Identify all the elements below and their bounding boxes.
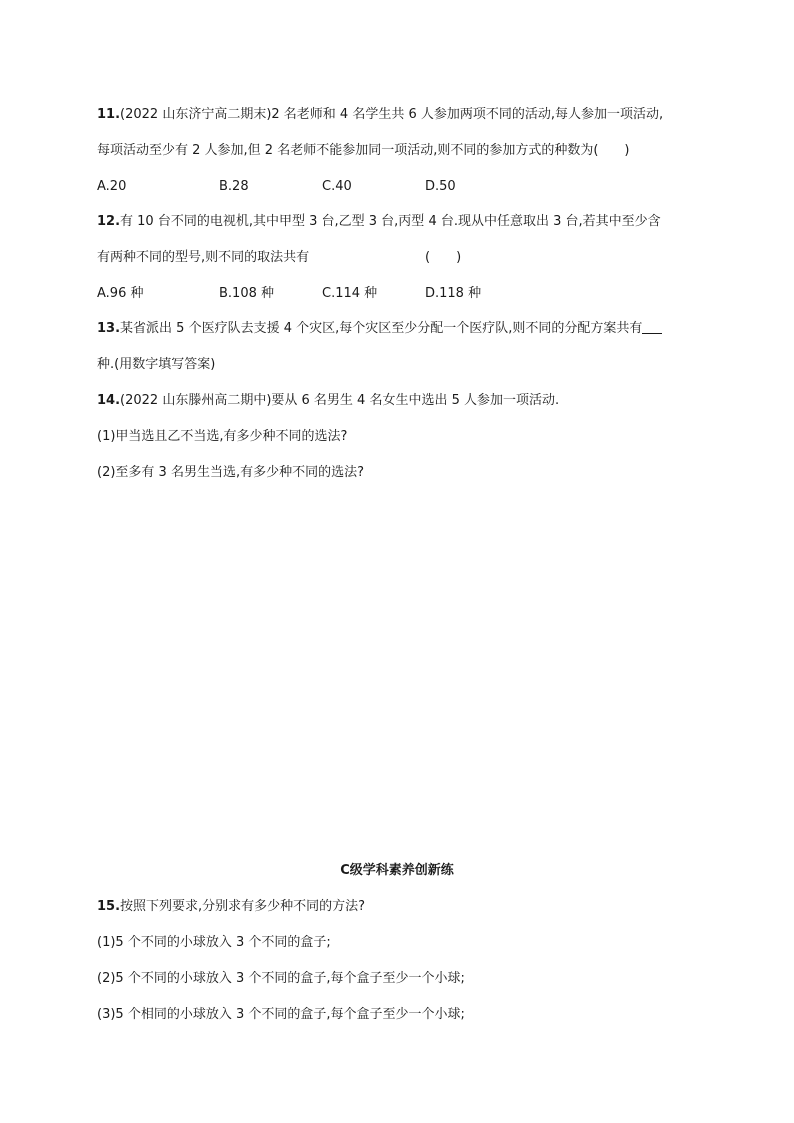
option-b: B.28 <box>219 179 249 194</box>
question-12-line-1 <box>97 213 661 231</box>
question-number: 11. <box>97 107 121 122</box>
question-text: (2022 山东济宁高二期末)2 名老师和 4 名学生共 6 人参加两项不同的活动,每人参加一项活动, <box>120 107 664 122</box>
option-a: A.20 <box>97 179 127 194</box>
question-text: 按照下列要求,分别求有多少种不同的方法? <box>120 899 366 914</box>
question-14-line-1 <box>97 392 559 410</box>
question-12-options <box>97 285 697 303</box>
question-number: 15. <box>97 899 121 914</box>
question-15-sub-2: (2)5 个不同的小球放入 3 个不同的盒子,每个盒子至少一个小球; <box>97 971 465 986</box>
question-text: 有两种不同的型号,则不同的取法共有 <box>97 250 310 265</box>
question-number: 12. <box>97 214 121 229</box>
question-text: 有 10 台不同的电视机,其中甲型 3 台,乙型 3 台,丙型 4 台.现从中任意取出 3 台,若其中至少含 <box>120 214 661 229</box>
option-c: C.40 <box>322 179 352 194</box>
question-12-line-2 <box>97 249 309 267</box>
question-text: (2022 山东滕州高二期中)要从 6 名男生 4 名女生中选出 5 人参加一项活动. <box>120 393 560 408</box>
question-15-sub-1: (1)5 个不同的小球放入 3 个不同的盒子; <box>97 935 331 950</box>
question-number: 14. <box>97 393 121 408</box>
section-title: C级学科素养创新练 <box>340 863 454 878</box>
question-number: 13. <box>97 321 121 336</box>
option-d: D.50 <box>425 179 456 194</box>
question-14-sub-1: (1)甲当选且乙不当选,有多少种不同的选法? <box>97 429 348 444</box>
option-c: C.114 种 <box>322 286 378 301</box>
question-text: 某省派出 5 个医疗队去支援 4 个灾区,每个灾区至少分配一个医疗队,则不同的分配方案共有 <box>120 321 643 336</box>
question-15-line-1 <box>97 898 365 916</box>
question-11-options <box>97 178 697 196</box>
option-a: A.96 种 <box>97 286 144 301</box>
option-d: D.118 种 <box>425 286 482 301</box>
question-13-line-1 <box>97 320 662 338</box>
question-15-sub-3: (3)5 个相同的小球放入 3 个不同的盒子,每个盒子至少一个小球; <box>97 1007 465 1022</box>
question-13-line-2: 种.(用数字填写答案) <box>97 357 216 372</box>
question-11-line-2: 每项活动至少有 2 人参加,但 2 名老师不能参加同一项活动,则不同的参加方式的种数为( ) <box>97 143 630 158</box>
question-14-sub-2: (2)至多有 3 名男生当选,有多少种不同的选法? <box>97 465 364 480</box>
option-b: B.108 种 <box>219 286 274 301</box>
question-11-line-1 <box>97 106 663 124</box>
answer-parenthesis: ( ) <box>425 250 462 265</box>
answer-blank <box>642 320 662 334</box>
